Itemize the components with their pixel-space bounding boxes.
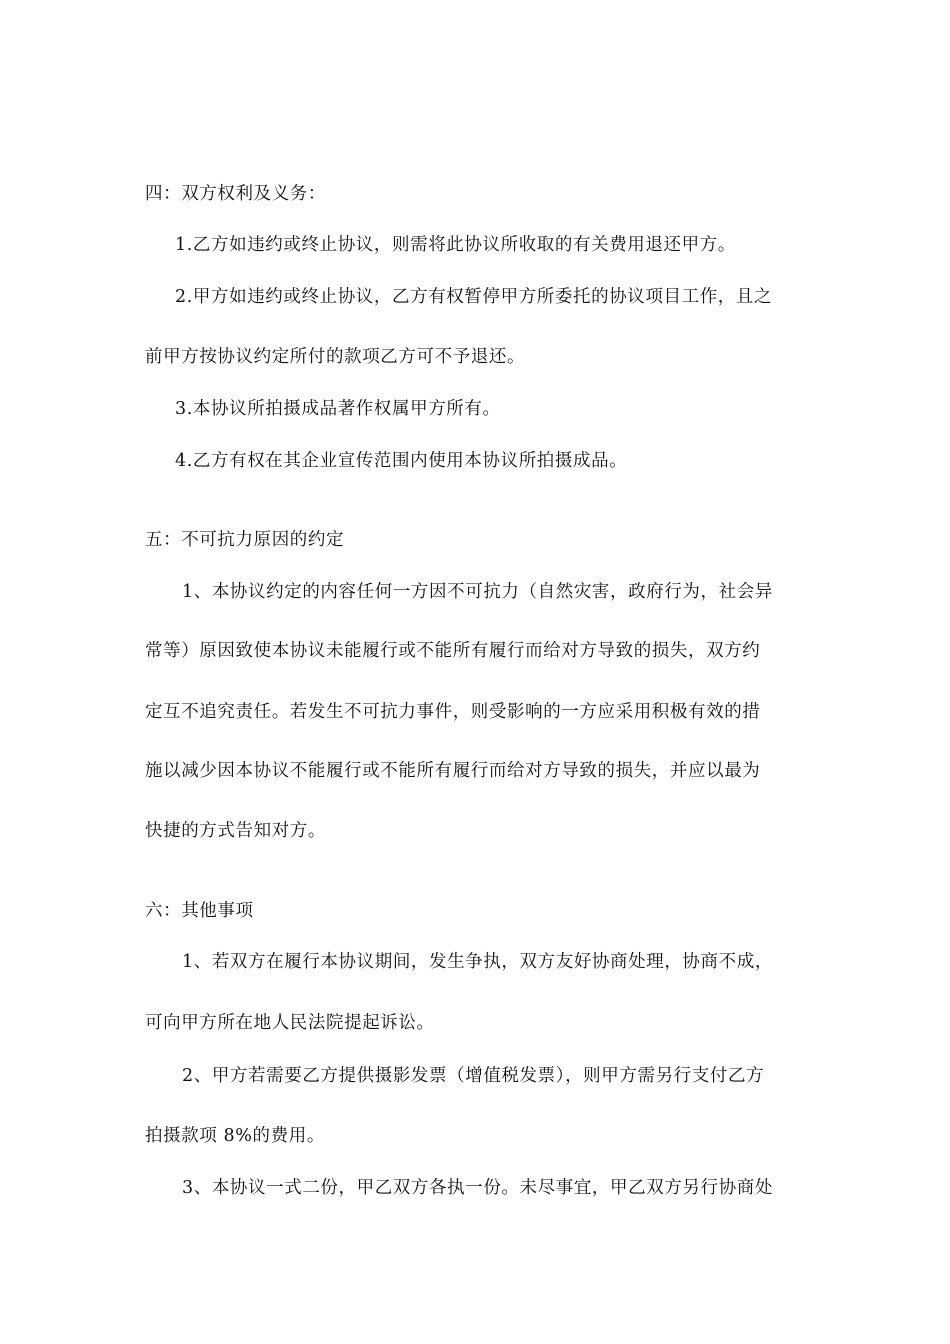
section-6-item-2-line-1: 2、甲方若需要乙方提供摄影发票（增值税发票），则甲方需另行支付乙方 [182, 1066, 765, 1086]
section-5-item-1-line-5: 快捷的方式告知对方。 [145, 821, 326, 841]
section-4-item-2-line-2: 前甲方按协议约定所付的款项乙方可不予退还。 [145, 347, 526, 367]
section-5-item-1-line-2: 常等）原因致使本协议未能履行或不能所有履行而给对方导致的损失，双方约 [145, 641, 761, 661]
section-6-item-1-line-1: 1、若双方在履行本协议期间，发生争执，双方友好协商处理，协商不成， [182, 952, 773, 972]
section-4-heading: 四：双方权利及义务： [145, 184, 326, 204]
section-4-item-4: 4.乙方有权在其企业宣传范围内使用本协议所拍摄成品。 [175, 451, 628, 471]
section-6-item-1-line-2: 可向甲方所在地人民法院提起诉讼。 [145, 1013, 435, 1033]
section-6-item-2-line-2: 拍摄款项 8%的费用。 [145, 1126, 325, 1146]
section-5-item-1-line-3: 定互不追究责任。若发生不可抗力事件，则受影响的一方应采用积极有效的措 [145, 702, 761, 722]
section-5-heading: 五：不可抗力原因的约定 [145, 530, 345, 550]
section-6-heading: 六：其他事项 [145, 901, 254, 921]
section-6-item-3-line-1: 3、本协议一式二份，甲乙双方各执一份。未尽事宜，甲乙双方另行协商处 [182, 1178, 773, 1198]
section-4-item-3: 3.本协议所拍摄成品著作权属甲方所有。 [175, 399, 501, 419]
section-5-item-1-line-4: 施以减少因本协议不能履行或不能所有履行而给对方导致的损失，并应以最为 [145, 761, 761, 781]
section-5-item-1-line-1: 1、本协议约定的内容任何一方因不可抗力（自然灾害，政府行为，社会异 [182, 582, 773, 602]
section-4-item-2-line-1: 2.甲方如违约或终止协议，乙方有权暂停甲方所委托的协议项目工作，且之 [175, 287, 773, 307]
section-4-item-1: 1.乙方如违约或终止协议，则需将此协议所收取的有关费用退还甲方。 [175, 235, 736, 255]
